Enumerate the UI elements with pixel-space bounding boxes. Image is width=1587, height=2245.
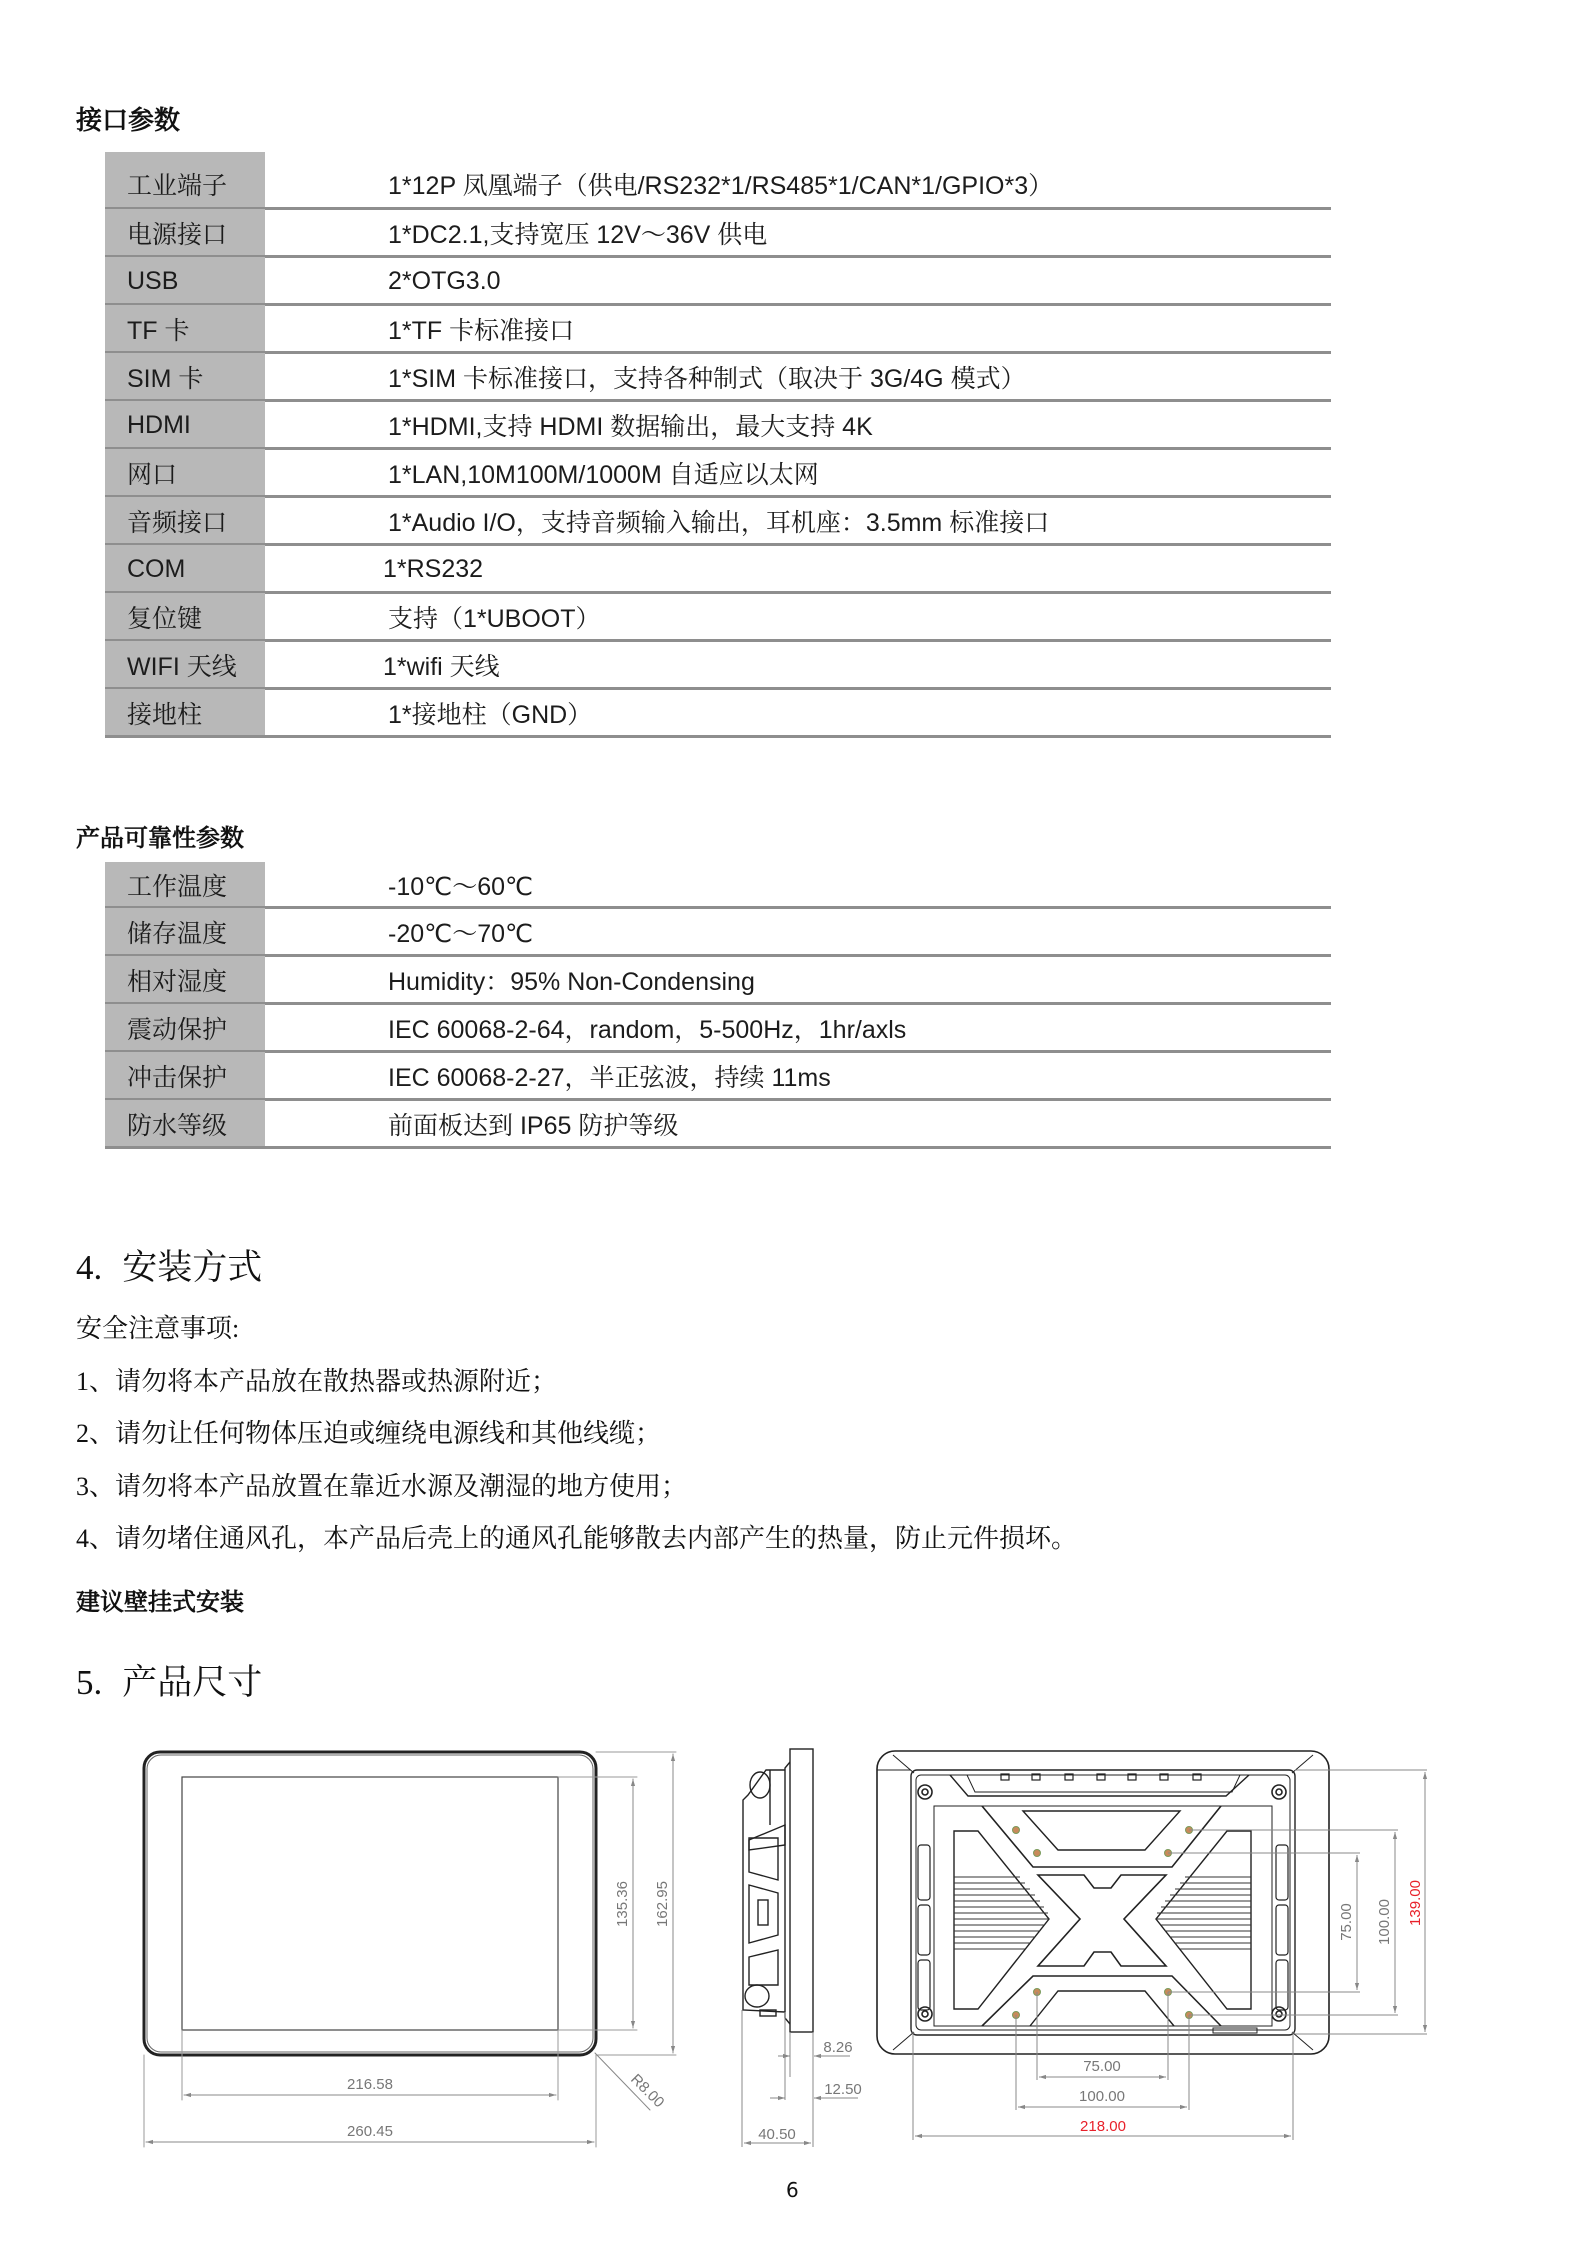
- safety-item: 3、请勿将本产品放置在靠近水源及潮湿的地方使用；: [76, 1472, 688, 1501]
- row-value: 1*RS232: [383, 554, 484, 583]
- section-title: 安装方式: [122, 1248, 263, 1287]
- row-label: SIM 卡: [105, 353, 265, 401]
- reliability-section-title: 产品可靠性参数: [76, 824, 244, 852]
- row-value: IEC 60068-2-64，random，5-500Hz，1hr/axls: [388, 1016, 907, 1044]
- table-row: [105, 1004, 1331, 1052]
- dim-mount-width: 218.00: [1080, 2118, 1126, 2135]
- safety-notes-heading: 安全注意事项:: [76, 1314, 240, 1343]
- row-value: 1*12P 凤凰端子（供电/RS232*1/RS485*1/CAN*1/GPIO*3）: [388, 172, 1054, 200]
- table-row: [105, 353, 1331, 401]
- table-row: [105, 545, 1331, 593]
- row-value: 1*TF 卡标准接口: [388, 317, 575, 345]
- dim-vesa-outer-height: 100.00: [1376, 1899, 1393, 1945]
- row-divider: [105, 735, 1331, 738]
- row-value: -10℃～60℃: [388, 873, 534, 901]
- row-value: IEC 60068-2-27，半正弦波，持续 11ms: [388, 1064, 831, 1092]
- dim-screen-width: 216.58: [347, 2076, 393, 2093]
- side-view: [743, 1749, 813, 2032]
- row-value: 1*HDMI,支持 HDMI 数据输出，最大支持 4K: [388, 413, 873, 441]
- row-label: 震动保护: [105, 1004, 265, 1052]
- dim-vesa-inner-width: 75.00: [1083, 2058, 1121, 2075]
- row-label: 接地柱: [105, 689, 265, 737]
- back-view: [877, 1751, 1329, 2054]
- table-row: [105, 449, 1331, 497]
- row-value: 1*wifi 天线: [383, 653, 500, 681]
- section-number: 5.: [76, 1663, 103, 1702]
- table-row: [105, 689, 1331, 737]
- installation-heading: [76, 1240, 262, 1290]
- row-value: 前面板达到 IP65 防护等级: [388, 1112, 679, 1140]
- table-row: [105, 908, 1331, 956]
- table-row: [105, 497, 1331, 545]
- row-value: 1*Audio I/O，支持音频输入输出，耳机座：3.5mm 标准接口: [388, 509, 1050, 537]
- row-value: -20℃～70℃: [388, 920, 534, 948]
- page-number: 6: [786, 2178, 799, 2202]
- row-value: 1*DC2.1,支持宽压 12V～36V 供电: [388, 221, 768, 249]
- dim-depth: 40.50: [758, 2126, 796, 2143]
- dim-vesa-inner-height: 75.00: [1338, 1903, 1355, 1941]
- dim-side-a: 8.26: [823, 2039, 853, 2056]
- dim-screen-height: 135.36: [614, 1881, 631, 1927]
- row-value: 1*LAN,10M100M/1000M 自适应以太网: [388, 461, 819, 489]
- section-number: 4.: [76, 1248, 103, 1287]
- table-row: [105, 1052, 1331, 1100]
- dimension-drawing: [0, 1720, 1587, 2150]
- table-row: [105, 257, 1331, 305]
- row-value: 1*SIM 卡标准接口，支持各种制式（取决于 3G/4G 模式）: [388, 365, 1026, 393]
- table-row: [105, 152, 1331, 209]
- table-row: [105, 641, 1331, 689]
- mounting-recommendation: 建议壁挂式安装: [76, 1588, 244, 1616]
- row-label: 工作温度: [105, 862, 265, 908]
- row-label: COM: [105, 545, 265, 593]
- row-label: HDMI: [105, 401, 265, 449]
- row-value: 2*OTG3.0: [388, 266, 501, 295]
- interface-spec-table: [105, 152, 1331, 737]
- table-row: [105, 862, 1331, 908]
- section-title: 产品尺寸: [122, 1663, 263, 1702]
- dim-side-b: 12.50: [824, 2081, 862, 2098]
- table-row: [105, 593, 1331, 641]
- dim-mount-height: 139.00: [1407, 1880, 1424, 1926]
- dim-vesa-outer-width: 100.00: [1079, 2088, 1125, 2105]
- row-value: Humidity：95% Non-Condensing: [388, 968, 755, 996]
- row-label: 储存温度: [105, 908, 265, 956]
- table-row: [105, 305, 1331, 353]
- row-label: 冲击保护: [105, 1052, 265, 1100]
- row-label: WIFI 天线: [105, 641, 265, 689]
- safety-item: 2、请勿让任何物体压迫或缠绕电源线和其他线缆；: [76, 1419, 662, 1448]
- dim-overall-width: 260.45: [347, 2123, 393, 2140]
- row-divider: [105, 1146, 1331, 1149]
- row-label: 电源接口: [105, 209, 265, 257]
- row-label: 音频接口: [105, 497, 265, 545]
- interface-section-title: 接口参数: [76, 106, 181, 136]
- row-label: 工业端子: [105, 152, 265, 209]
- dim-corner-radius: R8.00: [627, 2070, 668, 2112]
- dim-overall-height: 162.95: [654, 1881, 671, 1927]
- row-value: 支持（1*UBOOT）: [388, 605, 601, 633]
- row-label: 相对湿度: [105, 956, 265, 1004]
- back-view-dims: [913, 1770, 1427, 2140]
- vesa-holes: [1013, 1827, 1193, 2019]
- table-row: [105, 401, 1331, 449]
- row-label: TF 卡: [105, 305, 265, 353]
- safety-item: 4、请勿堵住通风孔，本产品后壳上的通风孔能够散去内部产生的热量，防止元件损坏。: [76, 1524, 1078, 1553]
- table-row: [105, 209, 1331, 257]
- table-row: [105, 956, 1331, 1004]
- row-label: 防水等级: [105, 1100, 265, 1148]
- row-value: 1*接地柱（GND）: [388, 701, 593, 729]
- row-label: 复位键: [105, 593, 265, 641]
- table-row: [105, 1100, 1331, 1148]
- front-view: [144, 1752, 676, 2147]
- reliability-spec-table: [105, 862, 1331, 1148]
- safety-item: 1、请勿将本产品放在散热器或热源附近；: [76, 1367, 558, 1396]
- dimensions-heading: [76, 1655, 262, 1705]
- row-label: 网口: [105, 449, 265, 497]
- row-label: USB: [105, 257, 265, 305]
